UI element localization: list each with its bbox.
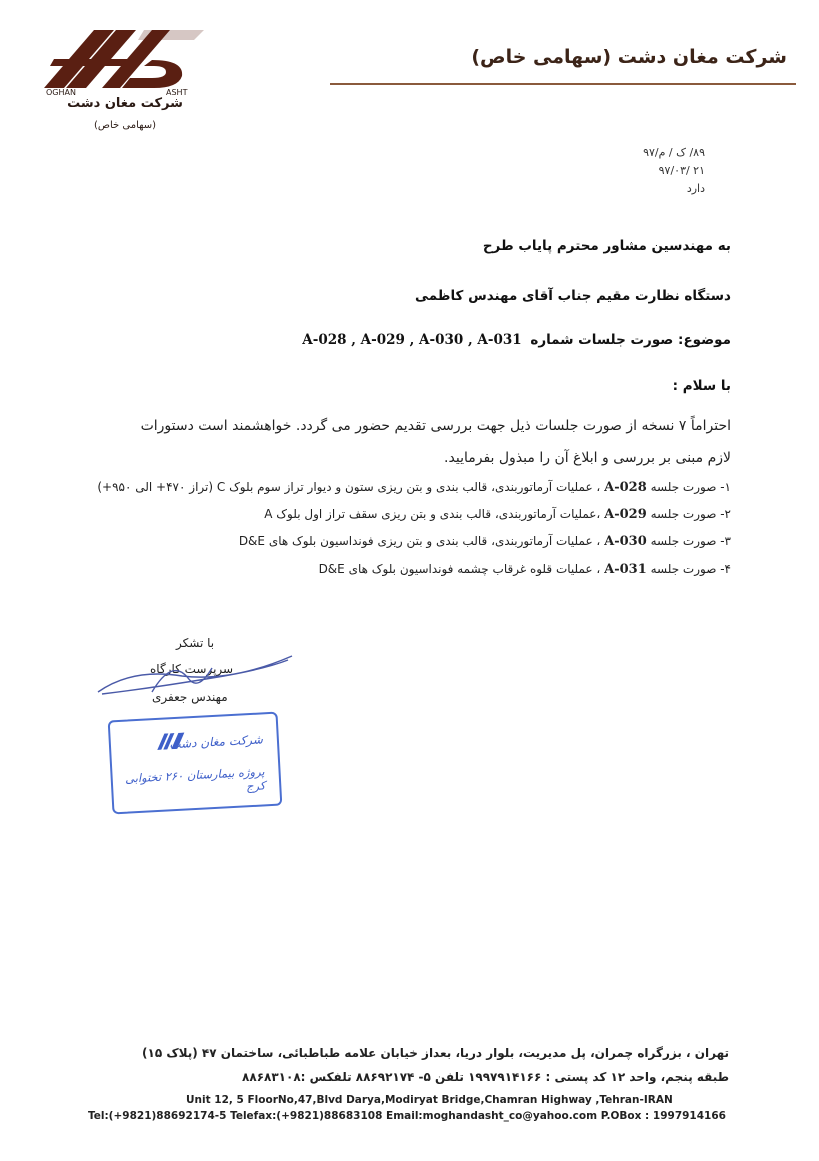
list-item (239, 534, 731, 549)
list-item (264, 507, 731, 522)
logo-company-name: شرکت مغان دشت (67, 96, 183, 111)
item-prefix: ۳- صورت جلسه (650, 534, 731, 548)
item-text: ، عملیات آرماتوربندی، قالب بندی و بتن ریزی فونداسیون بلوک های D&E (238, 534, 601, 548)
signature-role: سرپرست کارگاه (150, 662, 234, 676)
paragraph-line-2: لازم مبنی بر بررسی و ابلاغ آن را مبذول بفرمایید. (444, 450, 731, 466)
list-item (97, 480, 731, 495)
footer-address-en: Unit 12, 5 FloorNo,47,Blvd Darya,Modiryat Bridge,Chamran Highway ,Tehran-IRAN (186, 1094, 673, 1106)
letter-date: ۹۷/۰۳/ ۲۱ (658, 164, 705, 177)
list-item (319, 562, 731, 577)
greeting: با سلام : (672, 378, 731, 394)
signature-name: مهندس جعفری (152, 690, 228, 704)
item-text: ، عملیات قلوه غرقاب چشمه فونداسیون بلوک های D&E (318, 562, 601, 576)
header-company-title: شرکت مغان دشت (سهامی خاص) (471, 46, 787, 68)
paragraph-line-1: احتراماً ۷ نسخه از صورت جلسات ذیل جهت بررسی تقدیم حضور می گردد. خواهشمند است دستورات (140, 418, 731, 434)
item-code: A-029 (604, 507, 647, 522)
subject-label: موضوع: صورت جلسات شماره (530, 332, 731, 348)
footer-address-fa-2: طبقه پنجم، واحد ۱۲ کد پستی : ۱۹۹۷۹۱۴۱۶۶ تلفن ۵- ۸۸۶۹۲۱۷۴ تلفکس :۸۸۶۸۳۱۰۸ (242, 1070, 729, 1084)
signature-thanks: با تشکر (176, 636, 215, 650)
item-prefix: ۱- صورت جلسه (650, 480, 731, 494)
handwritten-signature (92, 648, 302, 708)
recipient-line-1: به مهندسین مشاور محترم پاياب طرح (482, 238, 731, 254)
recipient-line-2: دستگاه نظارت مقیم جناب آقای مهندس کاظمی (415, 288, 731, 304)
svg-text:ASHT: ASHT (166, 88, 188, 96)
letter-number: ۸۹/ ک / م/۹۷ (643, 146, 705, 159)
letter-attachment: دارد (686, 182, 705, 195)
company-logo (44, 26, 204, 96)
svg-text:OGHAN: OGHAN (46, 88, 76, 96)
subject-line (302, 332, 731, 348)
item-text: ، عملیات آرماتوربندی، قالب بندی و بتن ریزی ستون و دیوار تراز سوم بلوک C (تراز ۴۷۰+ الی ۹۵۰+) (97, 480, 601, 494)
footer-address-fa-1: تهران ، بزرگراه چمران، پل مدیریت، بلوار دریا، بعداز خیابان علامه طباطبائی، ساختمان ۴۷ (پلاک ۱۵) (142, 1046, 729, 1060)
footer-contact-en: Tel:(+9821)88692174-5 Telefax:(+9821)88683108 Email:moghandasht_co@yahoo.com P.OBox : 1997914166 (88, 1110, 726, 1122)
company-stamp (108, 712, 283, 815)
stamp-company: شرکت مغان دشت (168, 732, 264, 752)
item-code: A-028 (604, 480, 647, 495)
item-prefix: ۲- صورت جلسه (650, 507, 731, 521)
header-divider (330, 83, 796, 85)
item-code: A-031 (604, 562, 647, 577)
logo-company-type: (سهامی خاص) (93, 120, 157, 131)
subject-ids: A-028 , A-029 , A-030 , A-031 (302, 332, 522, 348)
item-prefix: ۴- صورت جلسه (650, 562, 731, 576)
stamp-project: پروژه بیمارستان ۲۶۰ تختوابی کرج (124, 764, 266, 794)
item-code: A-030 (604, 534, 647, 549)
item-text: ،عملیات آرماتوربندی، قالب بندی و بتن ریزی سقف تراز اول بلوک A (264, 507, 601, 521)
